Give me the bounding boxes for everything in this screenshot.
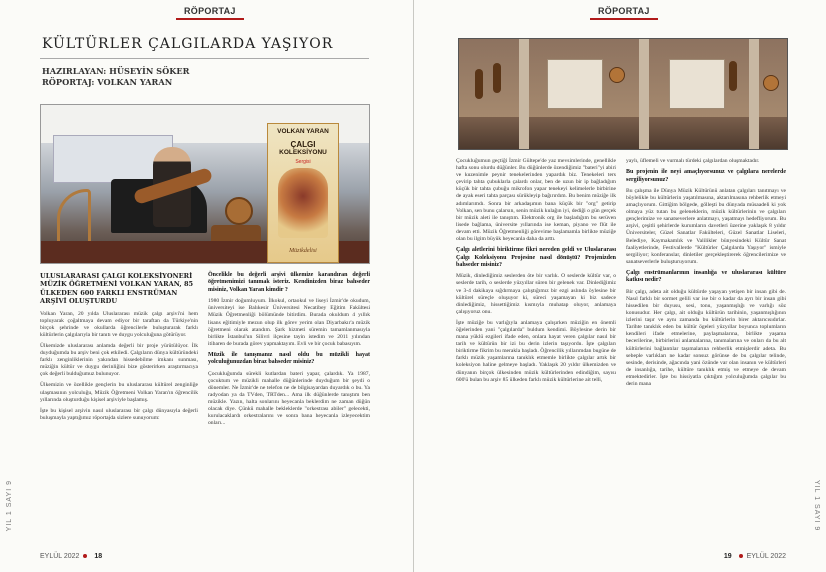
instrument — [729, 61, 737, 91]
paragraph: Müzik, dinlediğimiz seslerden öte bir varlık. O seslerde kültür var, o seslerde tarih, o seslerde yüzyıllar süren bir gelenek var. Dinlediğimiz ve 3-4 dakikaya sığdırmaya çalıştığımız bir ezgi aslında öylesine bir kültürel süreçle oluşuyor ki, süreci yaşamayan ki biz sadece dinlediğimiz, hissettiğimiz kısmıyla muhatap oluyor, anlamaya çalışıyoruz onu. — [456, 273, 616, 315]
prepared-by: HAZIRLAYAN: HÜSEYİN SÖKER — [42, 66, 190, 76]
footer-month: EYLÜL 2022 — [40, 553, 80, 560]
section-tab: RÖPORTAJ — [184, 6, 236, 16]
issue-mark: YIL 1 SAYI 9 — [6, 480, 13, 532]
drum-instrument — [225, 197, 253, 225]
page-footer — [721, 553, 786, 560]
article-title: KÜLTÜRLER ÇALGILARDA YAŞIYOR — [42, 36, 334, 52]
lead-paragraph: ULUSLARARASI ÇALGI KOLEKSİYONERİ MÜZİK ÖĞRETMENİ VOLKAN YARAN, 85 ÜLKEDEN 600 FARKLI ENSTRÜMAN ARŞİVİ OLUŞTURDU — [40, 272, 194, 306]
credits — [42, 66, 189, 88]
banner-footer: Müzikdelisi — [289, 248, 317, 254]
instrument — [493, 63, 501, 93]
page-number: 18 — [94, 553, 103, 560]
concert-photo — [40, 104, 370, 264]
issue-mark: YIL 1 SAYI 9 — [813, 480, 820, 532]
paragraph: Çocukluğumda sürekli kutlardan bateri yapar, çalardık. Ya 1987, çocuktum ve müzikli mahalle düğünlerinde duyduğum bir şeydi o dönemler. Ne İzmir'de ne telefon ne de bilgisayardan duyardık o bu. Ya radyodan ya da TVden, TRTden... Ama ilk düğünlerde tanıştım ben müzikle. Yazın, halta sonlarını heyecanla beklerdim ne zaman düğün olacak diye. Çünkü mahalle bekleklerde "orkestrası abiler" gelecekti, kurulacaklardı orkestralarını ve sonra bana heyecanla izleyecektim onları... — [208, 370, 370, 427]
left-column-1 — [40, 272, 198, 426]
title-divider — [40, 58, 369, 59]
instrument — [763, 75, 779, 91]
paragraph: yaylı, üflemeli ve vurmalı türdeki çalgılardan oluşmaktadır. — [626, 158, 760, 164]
question: Bu projenin ile neyi amaçlıyorsunuz ve çalgılara nerelerde sergiliyorsunuz? — [626, 169, 786, 183]
section-tab: RÖPORTAJ — [598, 6, 650, 16]
question: Çalgı aletlerini biriktirme fikri nereden geldi ve Uluslararası Çalgı Koleksiyonu Projesine nasıl dönüştü? Projenizden bahseder misiniz? — [456, 247, 616, 268]
banner-artwork — [278, 168, 328, 238]
left-column-2 — [208, 272, 370, 431]
display-case — [669, 59, 725, 109]
instrument — [609, 67, 625, 83]
paragraph: 1980 İzmir doğumluyum. İlkokul, ortaokul ve liseyi İzmir'de okudum, üniversiteyi ise Balıkesir Üniversitesi Necatibey Eğitim Fakültesi Müzik Öğretmenliği bölümünde bitirdim. Burada okuldum 4 yıllık lisans eğitimiyle mezun olup ilk görev yerim olan Diyarbakır'a müzik öğretmeni olarak atandım. Şark hizmeti süremin tamamlanmasıyla birlikte İstanbul'un Silivri ilçesine tayin istedim ve 2011 yılından itibaren de burada görev yapmaktayım. Evli ve bir çocuk babasıyım. — [208, 298, 370, 347]
museum-photo — [458, 38, 788, 150]
right-column-2 — [626, 158, 786, 392]
paragraph: Ülkemizin ve özellikle gençlerin bu uluslararası kültürel zenginliğe ulaşmasının yolculuğu, Müzik Öğretmeni Volkan Yaran'ın öğrencilik yıllarında oluşturduğu kişisel arşiviyle başlamış. — [40, 382, 198, 403]
banner-name: VOLKAN YARAN — [277, 128, 329, 135]
paragraph: Bu çalışma ile Dünya Müzik Kültürünü anlatan çalgıları tanıtmayı ve böylelikle bu kültürlerin yaşatılmasına, aktarılmasına rehberlik etmeyi amaçlıyorum. Gittiğim bölgede, gölleşti bu dünyada müsaadeli ki yok olmaya yüz tutan bu geleneklerin, müzik kültürlerinin ve çalgıları gençlerimize ve sanatseverlere anlatmayı, yaşatmayı hedefliyorum. Bu arşivi, çeşitli şehirlerde kurumların davetleri üzerine yaklaşık 8 yıldır Üniversiteler, Güzel Sanatlar Fakülteleri, Güzel Sanatlar Liseleri, Belediye, Kaymakamlık ve Valilikler bünyesindeki Kültür Sanat faaliyetlerinde, Festivallerde "Kültürler Çalgılarda Yaşıyor" ismiyle sergiliyor; konferanslar, dinletiler gerçekleştirerek öğrencilerimize ve sanatseverlerle buluşturuyorum. — [626, 187, 786, 265]
banner-title-2: KOLEKSİYONU — [279, 149, 327, 156]
page-number: 19 — [723, 553, 732, 560]
banner-subtitle: Sergisi — [295, 159, 311, 165]
question: Öncelikle bu değerli arşivi ülkemize karandıran değerli öğretmenimizi tanımak isteriz. Kendinizden biraz bahseder misiniz, Volkan Yaran kimdir ? — [208, 272, 370, 293]
paragraph: İşte bu kişisel arşivin nasıl uluslararası bir çalgı dünyasıyla değerli buluşmayla yaptığımız röportajda sizlere sunuyorum: — [40, 407, 198, 421]
paragraph: İşte müziğe bu varlığıyla anlamaya çalışırken müziğin en önemli öğelerinden yani "çalgılarda" buldum kendimi. Böylesine derin bir mana yüklü ezgileri ifade eden, onlara hayat veren çalgılar nasıl bir tarih ve kültürün bir izi bu derin izlerin taşıyordu. İşte çalgıları biriktirme fikrim bu merakla başladı. Öğrencilik yıllarımdan bugüne de farklı müzik yaşamlarına tanıklık etmemle birlikte çalgılar artık bir koleksiyon haline gelmeye başladı. Yaklaşık 20 yıldır ülkemizden ve dünyanın birçok ülkesinden müzik kültürlerinden edindiğim, sayısı 600'ü bulan bu arşiv 85 ülkeden farklı müzik kültürlerine ait telli, — [456, 319, 616, 383]
paragraph: Ülkemizde uluslararası anlamda değerli bir proje yürütülüyor. İlk duyduğumda bu arşiv beni çok etkiledi. Çalgıların dünya kültüründeki farklı zenginliklerinin yakından hissedebilme imkanı sunması, müziğin kültür ve duygu derinliğini bize gösterirken araştırmacıya çok değerli bulduğumuz bulunuyor. — [40, 343, 198, 378]
display-case — [547, 59, 603, 109]
exhibition-banner — [267, 123, 339, 263]
right-column-1 — [456, 158, 616, 388]
page-footer — [40, 553, 105, 560]
interview-by: RÖPORTAJ: VOLKAN YARAN — [42, 77, 173, 87]
instrument — [475, 69, 483, 99]
banner-title-1: ÇALGI — [290, 140, 316, 149]
paragraph: Volkan Yaran, 20 yılda Uluslararası müzik çalgı arşivi'ni hem topluyarak çoğaltmaya devam ediyor bir taraftan da Türkiye'nin birçok şehrinde ve okullarda öğrencilerle buluşturarak farklı kültürlerin çalgılarıyla bir tanıtı ve duygu yolculuğuna götürüyor. — [40, 310, 198, 338]
paragraph: Bir çalgı, adeta ait olduğu kültürde yaşayan yetişen bir insan gibi de. Nasıl farklı bir sormet gelili var ise bir o kadar da ayrı bir insan gibi hissedilen bir duyusu, sesi, tonu, yaşanmışlığı ve varlığı söz konusudur. Her çalgı, ait olduğu kültürün tarihinin, yaşanmışlığının izlerini taşır ve aynı zamanda bu kültürlerin birer aktarıcısıdırlar. Tarihte tanıklık eden bu kültür ögeleri yüzyıllar boyunca toplumların kendileri ifade etmelerine, paylaşmalarına, birlikte yaşama becerilerine, birbirlerini anlamalarına, tanımalarına ve onları da bu alt kültürlerini bağlantılar taşımalarına rehberlik etmişlerdir adeta. Bu sebeple varlıkları ne kadar sonsuz görünse de bu çalgılar telinde, sesinde, derisinde, ağacında yani özünde var olan insanın ve kültürleri de insanlığa, tarihe, kültüre tanıklık etmiş ve etmeye de devam etmektedirler. İşte bu hissiyatla çıktığım yolculuğumda çalgılar bu derin mana — [626, 288, 786, 387]
footer-dot-icon — [739, 554, 743, 558]
question: Çalgı enstrümanlarının insanlığa ve uluslararası kültüre katkısı nedir? — [626, 269, 786, 284]
footer-month: EYLÜL 2022 — [746, 553, 786, 560]
question: Müzik ile tanışmanız nasıl oldu bu müzikli hayat yolculuğunuzdan biraz bahseder misiniz? — [208, 351, 370, 366]
footer-dot-icon — [83, 554, 87, 558]
paragraph: Çocukluğumun geçtiği İzmir Gültepe'de yaz mevsimlerinde, genellikle hafta sonu olurdu düğünler. Bu düğünlerde özendiğimiz "bateri"yi abiri ve kuzenimle peynir tenekelerinden yapardık biz. Tenekeleri ters çevirip tahta çubuklarla çalardı onlar, ben de uzun bir ip bağladığım küçük bir tahta çubuğu mikrofon yapar tenekeyi kelimelerle birbirine de ayak eseri tahta parçası sürükleyip bağırırdım. Bu benim müziğe ilk adımlarımdı. Sonra bir arkadaşımın bana küçük bir "org" getirip Volkan, sen bunu çalarsın, senin müzik kulağın iyi, dediği o gün gerçek bir müzik aleti ile tanıştım. Elektronik org ile başladığım bu serüven lisede bağlama, üniversite yıllarında ise keman, piyano ve flüt ile devam etti. Müzik Öğretmenliği görevime başlamamla birlikte müziğe olan bu ilgim büyük heyecanla daha da arttı. — [456, 158, 616, 243]
right-page — [413, 0, 826, 572]
